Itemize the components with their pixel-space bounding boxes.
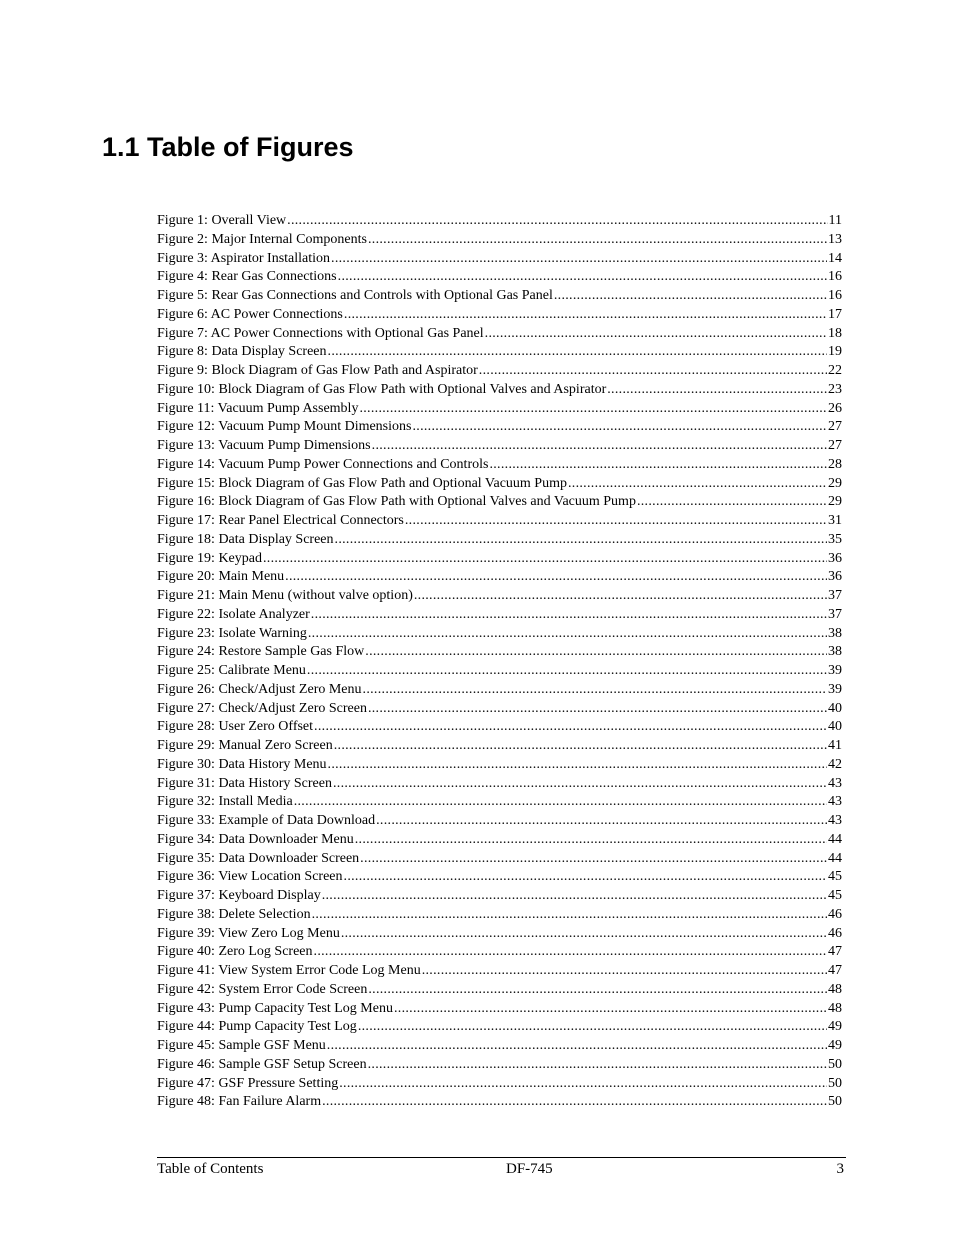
figure-entry[interactable] [157, 568, 842, 587]
dot-leader [322, 1093, 827, 1112]
figure-entry-page-number: 37 [828, 588, 842, 603]
figure-entry-page-number: 16 [828, 269, 842, 285]
figure-entry-label: Figure 42: System Error Code Screen [157, 981, 368, 997]
figure-entry-page-number: 46 [828, 925, 842, 941]
figure-entry-label: Figure 6: AC Power Connections [157, 306, 343, 322]
figure-entry-label: Figure 43: Pump Capacity Test Log Menu [157, 1000, 393, 1016]
figure-entry-label: Figure 30: Data History Menu [157, 756, 327, 772]
figure-entry-label: Figure 3: Aspirator Installation [157, 250, 331, 266]
dot-leader [372, 437, 827, 456]
dot-leader [360, 850, 827, 869]
figure-entry-label: Figure 22: Isolate Analyzer [157, 606, 310, 622]
figure-entry[interactable] [157, 456, 842, 475]
figure-entry[interactable] [157, 512, 842, 531]
figure-entry-label: Figure 41: View System Error Code Log Menu [157, 963, 421, 978]
figure-entry-page-number: 50 [828, 1094, 842, 1110]
figure-entry-label: Figure 7: AC Power Connections with Optional Gas Panel [157, 325, 484, 341]
dot-leader [287, 212, 827, 231]
dot-leader [359, 400, 827, 419]
figure-entry[interactable] [157, 943, 842, 962]
figure-entry[interactable] [157, 531, 842, 550]
dot-leader [328, 343, 827, 362]
dot-leader [339, 1075, 827, 1094]
figure-entry[interactable] [157, 1037, 842, 1056]
figure-entry[interactable] [157, 493, 842, 512]
dot-leader [344, 868, 827, 887]
figure-entry[interactable] [157, 306, 842, 325]
footer-section-title: Table of Contents [157, 1161, 264, 1177]
figure-entry[interactable] [157, 962, 842, 981]
figure-entry-label: Figure 40: Zero Log Screen [157, 944, 313, 960]
figure-entry-page-number: 23 [828, 381, 842, 397]
figure-entry-label: Figure 26: Check/Adjust Zero Menu [157, 681, 362, 697]
figure-entry-page-number: 48 [828, 981, 842, 997]
figure-entry[interactable] [157, 325, 842, 344]
figure-entry-page-number: 42 [828, 756, 842, 772]
figure-entry-label: Figure 20: Main Menu [157, 569, 285, 585]
dot-leader [263, 550, 827, 569]
figure-entry-label: Figure 23: Isolate Warning [157, 625, 307, 641]
figure-entry[interactable] [157, 550, 842, 569]
figure-entry-page-number: 19 [828, 344, 842, 360]
figure-entry-label: Figure 24: Restore Sample Gas Flow [157, 644, 365, 660]
figure-entry-label: Figure 4: Rear Gas Connections [157, 269, 337, 285]
figure-entry[interactable] [157, 868, 842, 887]
dot-leader [314, 943, 827, 962]
figure-entry-page-number: 36 [828, 550, 842, 566]
figure-entry-page-number: 40 [828, 719, 842, 735]
figure-entry-label: Figure 28: User Zero Offset [157, 719, 314, 735]
figure-entry-page-number: 11 [828, 213, 842, 228]
figure-entry-page-number: 18 [828, 325, 842, 341]
dot-leader [368, 231, 827, 250]
figure-entry-label: Figure 32: Install Media [157, 794, 293, 810]
figure-entry[interactable] [157, 662, 842, 681]
dot-leader [489, 456, 827, 475]
dot-leader [365, 643, 827, 662]
figure-entry[interactable] [157, 625, 842, 644]
figure-entry[interactable] [157, 643, 842, 662]
page-title: 1.1 Table of Figures [102, 132, 354, 162]
figure-entry-label: Figure 48: Fan Failure Alarm [157, 1094, 322, 1110]
figure-entry[interactable] [157, 1093, 842, 1112]
figure-entry[interactable] [157, 400, 842, 419]
footer-document-id: DF-745 [506, 1161, 553, 1177]
dot-leader [338, 268, 827, 287]
figure-entry-page-number: 50 [828, 1075, 842, 1091]
figure-entry[interactable] [157, 925, 842, 944]
figure-entry-label: Figure 10: Block Diagram of Gas Flow Path with Optional Valves and Aspirator [157, 381, 607, 397]
figure-entry[interactable] [157, 850, 842, 869]
figure-entry-page-number: 28 [828, 456, 842, 472]
figure-entry[interactable] [157, 812, 842, 831]
figure-entry-label: Figure 47: GSF Pressure Setting [157, 1075, 339, 1091]
figure-entry[interactable] [157, 362, 842, 381]
figure-entry[interactable] [157, 831, 842, 850]
figure-entry-page-number: 43 [828, 813, 842, 828]
figure-entry-label: Figure 2: Major Internal Components [157, 231, 367, 247]
dot-leader [368, 1056, 827, 1075]
figure-entry-label: Figure 12: Vacuum Pump Mount Dimensions [157, 419, 412, 435]
figure-entry-page-number: 17 [828, 306, 842, 322]
dot-leader [335, 531, 827, 550]
dot-leader [479, 362, 827, 381]
figure-entry[interactable] [157, 212, 842, 231]
figure-entry-label: Figure 21: Main Menu (without valve option) [157, 588, 413, 603]
figure-entry-page-number: 14 [828, 250, 842, 266]
dot-leader [394, 1000, 827, 1019]
dot-leader [341, 925, 827, 944]
figure-entry[interactable] [157, 268, 842, 287]
figure-entry-label: Figure 9: Block Diagram of Gas Flow Path and Aspirator [157, 363, 478, 378]
figure-entry-page-number: 13 [828, 231, 842, 247]
dot-leader [412, 418, 827, 437]
dot-leader [363, 681, 827, 700]
table-of-figures-list [157, 212, 842, 1112]
figure-entry-page-number: 44 [828, 831, 842, 847]
dot-leader [355, 831, 827, 850]
figure-entry[interactable] [157, 1056, 842, 1075]
dot-leader [568, 475, 827, 494]
dot-leader [637, 493, 827, 512]
figure-entry-label: Figure 25: Calibrate Menu [157, 663, 306, 678]
figure-entry-label: Figure 1: Overall View [157, 213, 287, 228]
figure-entry-page-number: 47 [828, 944, 842, 960]
figure-entry-page-number: 31 [828, 513, 842, 528]
figure-entry[interactable] [157, 756, 842, 775]
figure-entry-page-number: 47 [828, 963, 842, 978]
figure-entry[interactable] [157, 1075, 842, 1094]
figure-entry[interactable] [157, 906, 842, 925]
figure-entry[interactable] [157, 287, 842, 306]
figure-entry-label: Figure 17: Rear Panel Electrical Connectors [157, 513, 404, 528]
dot-leader [285, 568, 827, 587]
dot-leader [607, 381, 827, 400]
figure-entry-label: Figure 37: Keyboard Display [157, 888, 321, 903]
figure-entry-label: Figure 29: Manual Zero Screen [157, 738, 333, 753]
figure-entry-page-number: 29 [828, 494, 842, 510]
figure-entry-label: Figure 34: Data Downloader Menu [157, 831, 354, 847]
dot-leader [368, 700, 827, 719]
figure-entry[interactable] [157, 700, 842, 719]
figure-entry-label: Figure 38: Delete Selection [157, 906, 311, 922]
figure-entry[interactable] [157, 587, 842, 606]
dot-leader [308, 625, 827, 644]
dot-leader [314, 718, 827, 737]
figure-entry-page-number: 45 [828, 869, 842, 885]
figure-entry[interactable] [157, 606, 842, 625]
figure-entry[interactable] [157, 231, 842, 250]
figure-entry-label: Figure 36: View Location Screen [157, 869, 343, 885]
figure-entry[interactable] [157, 718, 842, 737]
figure-entry-label: Figure 31: Data History Screen [157, 775, 332, 791]
figure-entry-page-number: 41 [828, 738, 842, 753]
dot-leader [312, 906, 827, 925]
figure-entry-label: Figure 18: Data Display Screen [157, 531, 334, 547]
dot-leader [405, 512, 827, 531]
dot-leader [485, 325, 827, 344]
figure-entry-label: Figure 8: Data Display Screen [157, 344, 327, 360]
dot-leader [414, 587, 827, 606]
figure-entry[interactable] [157, 737, 842, 756]
figure-entry[interactable] [157, 981, 842, 1000]
figure-entry[interactable] [157, 381, 842, 400]
figure-entry-page-number: 38 [828, 644, 842, 660]
figure-entry-page-number: 43 [828, 775, 842, 791]
figure-entry[interactable] [157, 1018, 842, 1037]
figure-entry-page-number: 16 [828, 288, 842, 303]
dot-leader [368, 981, 827, 1000]
dot-leader [327, 1037, 827, 1056]
figure-entry-page-number: 38 [828, 625, 842, 641]
figure-entry[interactable] [157, 887, 842, 906]
figure-entry-label: Figure 13: Vacuum Pump Dimensions [157, 438, 371, 453]
dot-leader [358, 1018, 827, 1037]
figure-entry-page-number: 39 [828, 663, 842, 678]
figure-entry-page-number: 50 [828, 1056, 842, 1072]
figure-entry-label: Figure 27: Check/Adjust Zero Screen [157, 700, 367, 716]
figure-entry-page-number: 43 [828, 794, 842, 810]
figure-entry-label: Figure 44: Pump Capacity Test Log [157, 1019, 357, 1035]
dot-leader [422, 962, 827, 981]
dot-leader [333, 775, 827, 794]
figure-entry-label: Figure 15: Block Diagram of Gas Flow Path and Optional Vacuum Pump [157, 475, 567, 491]
dot-leader [322, 887, 827, 906]
figure-entry[interactable] [157, 437, 842, 456]
figure-entry-label: Figure 11: Vacuum Pump Assembly [157, 400, 359, 416]
figure-entry[interactable] [157, 343, 842, 362]
dot-leader [307, 662, 827, 681]
figure-entry-page-number: 40 [828, 700, 842, 716]
figure-entry[interactable] [157, 775, 842, 794]
figure-entry[interactable] [157, 250, 842, 269]
dot-leader [334, 737, 827, 756]
figure-entry[interactable] [157, 475, 842, 494]
figure-entry-label: Figure 45: Sample GSF Menu [157, 1038, 326, 1053]
footer-divider [157, 1157, 846, 1158]
figure-entry-page-number: 29 [828, 475, 842, 491]
dot-leader [376, 812, 827, 831]
figure-entry-page-number: 45 [828, 888, 842, 903]
figure-entry-page-number: 39 [828, 681, 842, 697]
figure-entry-page-number: 49 [828, 1038, 842, 1053]
figure-entry-label: Figure 39: View Zero Log Menu [157, 925, 340, 941]
figure-entry-page-number: 27 [828, 438, 842, 453]
figure-entry-label: Figure 16: Block Diagram of Gas Flow Path with Optional Valves and Vacuum Pump [157, 494, 636, 510]
figure-entry[interactable] [157, 681, 842, 700]
footer-page-number: 3 [836, 1161, 844, 1177]
figure-entry-label: Figure 33: Example of Data Download [157, 813, 376, 828]
dot-leader [328, 756, 827, 775]
figure-entry-page-number: 26 [828, 400, 842, 416]
figure-entry-label: Figure 5: Rear Gas Connections and Controls with Optional Gas Panel [157, 288, 553, 303]
dot-leader [331, 250, 827, 269]
figure-entry-label: Figure 35: Data Downloader Screen [157, 850, 360, 866]
figure-entry-page-number: 22 [828, 363, 842, 378]
figure-entry-label: Figure 19: Keypad [157, 550, 262, 566]
figure-entry-page-number: 27 [828, 419, 842, 435]
figure-entry-page-number: 49 [828, 1019, 842, 1035]
figure-entry-page-number: 35 [828, 531, 842, 547]
figure-entry-label: Figure 46: Sample GSF Setup Screen [157, 1056, 367, 1072]
dot-leader [294, 793, 827, 812]
figure-entry-page-number: 44 [828, 850, 842, 866]
dot-leader [311, 606, 827, 625]
figure-entry[interactable] [157, 793, 842, 812]
figure-entry[interactable] [157, 418, 842, 437]
figure-entry-page-number: 37 [828, 606, 842, 622]
figure-entry[interactable] [157, 1000, 842, 1019]
figure-entry-page-number: 36 [828, 569, 842, 585]
figure-entry-page-number: 48 [828, 1000, 842, 1016]
dot-leader [344, 306, 827, 325]
figure-entry-label: Figure 14: Vacuum Pump Power Connections and Controls [157, 456, 489, 472]
dot-leader [554, 287, 827, 306]
figure-entry-page-number: 46 [828, 906, 842, 922]
